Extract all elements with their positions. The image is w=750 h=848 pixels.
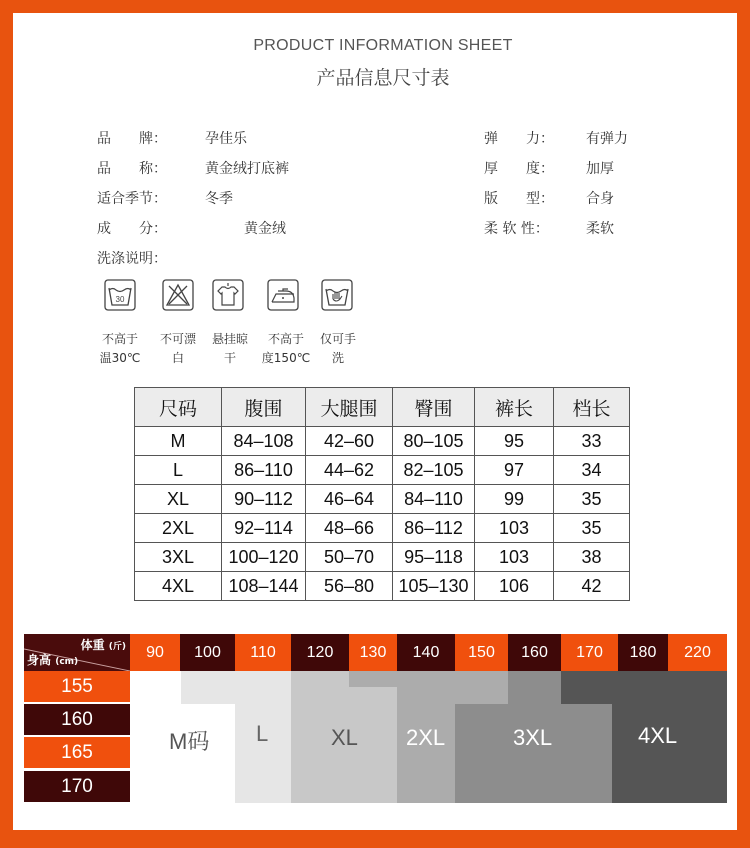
band-label-4xl: 4XL (638, 723, 678, 748)
table-cell: 56–80 (306, 572, 393, 601)
header-thigh: 大腿围 (306, 388, 393, 427)
hang-dry-icon (212, 279, 244, 311)
weight-cell: 100 (180, 634, 235, 671)
info-material-label: 成 分： (97, 221, 167, 237)
table-cell: 103 (475, 514, 554, 543)
height-cell: 160 (24, 704, 130, 735)
info-softness-value: 柔软 (586, 221, 614, 237)
weight-cell: 180 (618, 634, 668, 671)
table-cell: 50–70 (306, 543, 393, 572)
care-text-iron: 不高于 度150℃ (261, 332, 311, 365)
table-cell: 95–118 (393, 543, 475, 572)
table-cell: 99 (475, 485, 554, 514)
table-cell: 92–114 (222, 514, 306, 543)
size-table (134, 387, 630, 601)
weight-cell: 160 (508, 634, 561, 671)
table-row (135, 572, 630, 601)
height-cell: 170 (24, 771, 130, 802)
table-cell: 106 (475, 572, 554, 601)
care-text-hangdry: 悬挂晾 干 (211, 332, 248, 365)
info-brand-label: 品 牌： (97, 131, 167, 147)
table-cell: 46–64 (306, 485, 393, 514)
hand-wash-icon (321, 279, 353, 311)
table-cell: M (135, 427, 222, 456)
header-waist: 腹围 (222, 388, 306, 427)
band-label-m: M码 (169, 729, 210, 754)
size-table-header (135, 388, 630, 427)
info-softness-label: 柔 软 性： (484, 221, 549, 237)
wash-30-icon (104, 279, 136, 311)
info-season-value: 冬季 (205, 191, 233, 207)
table-cell: 84–108 (222, 427, 306, 456)
table-cell: 100–120 (222, 543, 306, 572)
title-chinese: 产品信息尺寸表 (316, 67, 450, 89)
height-cell: 165 (24, 737, 130, 768)
header-rise: 档长 (554, 388, 630, 427)
table-cell: 42 (554, 572, 630, 601)
table-cell: 108–144 (222, 572, 306, 601)
weight-cell: 110 (235, 634, 291, 671)
table-cell: 3XL (135, 543, 222, 572)
info-fit-value: 合身 (586, 191, 614, 207)
info-name-value: 黄金绒打底裤 (205, 161, 289, 177)
band-label-2xl: 2XL (406, 725, 446, 750)
weight-cell: 220 (668, 634, 727, 671)
table-row (135, 456, 630, 485)
weight-cell: 130 (349, 634, 397, 671)
table-row (135, 427, 630, 456)
weight-cell: 120 (291, 634, 349, 671)
table-row (135, 543, 630, 572)
iron-150-icon (267, 279, 299, 311)
header-length: 裤长 (475, 388, 554, 427)
info-thickness-value: 加厚 (586, 161, 614, 177)
table-cell: 38 (554, 543, 630, 572)
care-text-nobleach: 不可漂 白 (159, 332, 196, 365)
care-text-handwash: 仅可手 洗 (319, 332, 356, 365)
table-cell: L (135, 456, 222, 485)
table-cell: 103 (475, 543, 554, 572)
table-cell: 33 (554, 427, 630, 456)
info-brand-value: 孕佳乐 (205, 131, 247, 147)
table-row (135, 514, 630, 543)
table-cell: 35 (554, 485, 630, 514)
height-axis-label: 身高 (cm) (27, 653, 79, 667)
height-cell: 155 (24, 671, 130, 702)
table-row (135, 485, 630, 514)
table-cell: 90–112 (222, 485, 306, 514)
info-thickness-label: 厚 度： (484, 161, 554, 177)
info-elastic-label: 弹 力： (484, 131, 554, 147)
table-cell: 80–105 (393, 427, 475, 456)
table-cell: 42–60 (306, 427, 393, 456)
table-cell: 105–130 (393, 572, 475, 601)
info-fit-label: 版 型： (484, 191, 554, 207)
table-cell: 44–62 (306, 456, 393, 485)
table-cell: 97 (475, 456, 554, 485)
title-english: PRODUCT INFORMATION SHEET (253, 37, 513, 54)
table-cell: 86–112 (393, 514, 475, 543)
table-cell: 2XL (135, 514, 222, 543)
table-cell: 34 (554, 456, 630, 485)
header-hip: 臀围 (393, 388, 475, 427)
table-cell: 35 (554, 514, 630, 543)
band-label-3xl: 3XL (513, 725, 553, 750)
svg-text:30: 30 (115, 295, 125, 304)
grid-corner (24, 634, 130, 671)
care-text-wash30: 不高于 温30℃ (99, 332, 141, 365)
info-name-label: 品 称： (97, 161, 167, 177)
weight-axis-label: 体重 (斤) (80, 638, 126, 652)
weight-cell: 140 (397, 634, 455, 671)
table-cell: XL (135, 485, 222, 514)
header-size: 尺码 (135, 388, 222, 427)
table-cell: 82–105 (393, 456, 475, 485)
weight-cell: 150 (455, 634, 508, 671)
size-guide-grid (24, 634, 727, 803)
weight-cell: 170 (561, 634, 618, 671)
band-2xl (455, 671, 508, 704)
table-cell: 48–66 (306, 514, 393, 543)
band-l (181, 671, 235, 704)
band-label-l: L (256, 721, 269, 746)
table-cell: 4XL (135, 572, 222, 601)
band-4xl (561, 671, 612, 704)
band-label-xl: XL (331, 725, 358, 750)
table-cell: 86–110 (222, 456, 306, 485)
table-cell: 84–110 (393, 485, 475, 514)
info-material-value: 黄金绒 (244, 221, 286, 237)
table-cell: 95 (475, 427, 554, 456)
info-season-label: 适合季节： (97, 191, 167, 207)
no-bleach-icon (162, 279, 194, 311)
info-wash-label: 洗涤说明： (97, 251, 167, 267)
info-elastic-value: 有弹力 (586, 131, 628, 147)
band-3xl (508, 671, 561, 704)
weight-cell: 90 (130, 634, 180, 671)
